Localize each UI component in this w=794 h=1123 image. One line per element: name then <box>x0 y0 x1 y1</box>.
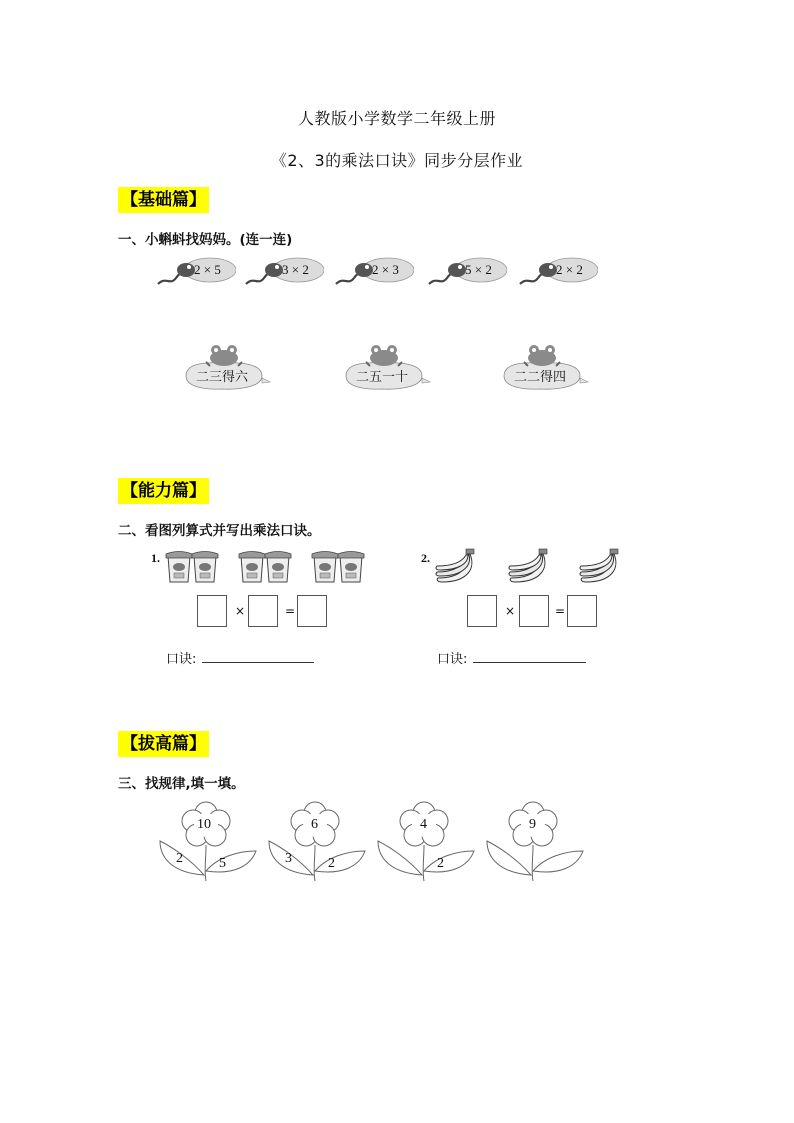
yogurt-cup-icon <box>337 550 365 590</box>
frog-on-lilypad[interactable] <box>340 342 432 396</box>
yogurt-cup-icon <box>264 550 292 590</box>
answer-box[interactable] <box>567 595 597 627</box>
flower-center-number: 6 <box>311 817 318 832</box>
banana-bunch-icon <box>576 548 624 592</box>
yogurt-cup-icon <box>311 550 339 590</box>
flower <box>265 801 385 883</box>
answer-box[interactable] <box>519 595 549 627</box>
question-3-title: 三、找规律,填一填。 <box>118 776 245 792</box>
item-1-number: 1. <box>151 551 160 565</box>
equals-sign: = <box>555 604 566 618</box>
question-1-title: 一、小蝌蚪找妈妈。(连一连) <box>118 232 293 248</box>
section-advanced-tag: 【拔高篇】 <box>118 731 209 757</box>
rhyme-answer-line[interactable] <box>202 662 314 663</box>
tadpole[interactable] <box>334 256 414 288</box>
yogurt-cup-icon <box>191 550 219 590</box>
left-leaf-number[interactable]: 2 <box>176 851 183 866</box>
equals-sign: = <box>285 604 296 618</box>
page-title: 人教版小学数学二年级上册 <box>297 109 496 128</box>
tadpole[interactable] <box>156 256 236 288</box>
yogurt-cup-icon <box>165 550 193 590</box>
frog-rhyme-text: 二三得六 <box>195 370 248 385</box>
answer-box[interactable] <box>197 595 227 627</box>
frog-on-lilypad[interactable] <box>498 342 590 396</box>
right-leaf-number[interactable]: 5 <box>219 856 226 871</box>
rhyme-label: 口诀: <box>437 652 468 667</box>
tadpole-expression: 2 × 2 <box>556 262 583 277</box>
tadpole[interactable] <box>518 256 598 288</box>
question-2-title: 二、看图列算式并写出乘法口诀。 <box>118 523 321 539</box>
item-2-number: 2. <box>421 551 430 565</box>
times-sign: × <box>235 604 246 618</box>
tadpole-expression: 5 × 2 <box>465 262 492 277</box>
section-basic-tag: 【基础篇】 <box>118 187 209 213</box>
page-subtitle: 《2、3的乘法口诀》同步分层作业 <box>270 151 524 170</box>
frog-on-lilypad[interactable] <box>180 342 272 396</box>
section-ability-tag: 【能力篇】 <box>118 478 209 504</box>
tadpole-expression: 2 × 3 <box>372 262 399 277</box>
tadpole[interactable] <box>244 256 324 288</box>
banana-bunch-icon <box>432 548 480 592</box>
left-leaf-number[interactable]: 3 <box>285 851 292 866</box>
banana-bunch-icon <box>505 548 553 592</box>
times-sign: × <box>505 604 516 618</box>
rhyme-label: 口诀: <box>166 652 197 667</box>
flower-center-number: 9 <box>529 817 536 832</box>
right-leaf-number[interactable]: 2 <box>437 856 444 871</box>
answer-box[interactable] <box>248 595 278 627</box>
flower <box>374 801 494 883</box>
tadpole[interactable] <box>427 256 507 288</box>
flower <box>156 801 276 883</box>
tadpole-expression: 3 × 2 <box>282 262 309 277</box>
flower <box>483 801 603 883</box>
flower-center-number: 10 <box>197 817 211 832</box>
answer-box[interactable] <box>297 595 327 627</box>
frog-rhyme-text: 二二得四 <box>513 370 566 385</box>
yogurt-cup-icon <box>238 550 266 590</box>
right-leaf-number[interactable]: 2 <box>328 856 335 871</box>
frog-rhyme-text: 二五一十 <box>355 370 408 385</box>
answer-box[interactable] <box>467 595 497 627</box>
rhyme-answer-line[interactable] <box>473 662 586 663</box>
tadpole-expression: 2 × 5 <box>194 262 221 277</box>
flower-center-number: 4 <box>420 817 427 832</box>
